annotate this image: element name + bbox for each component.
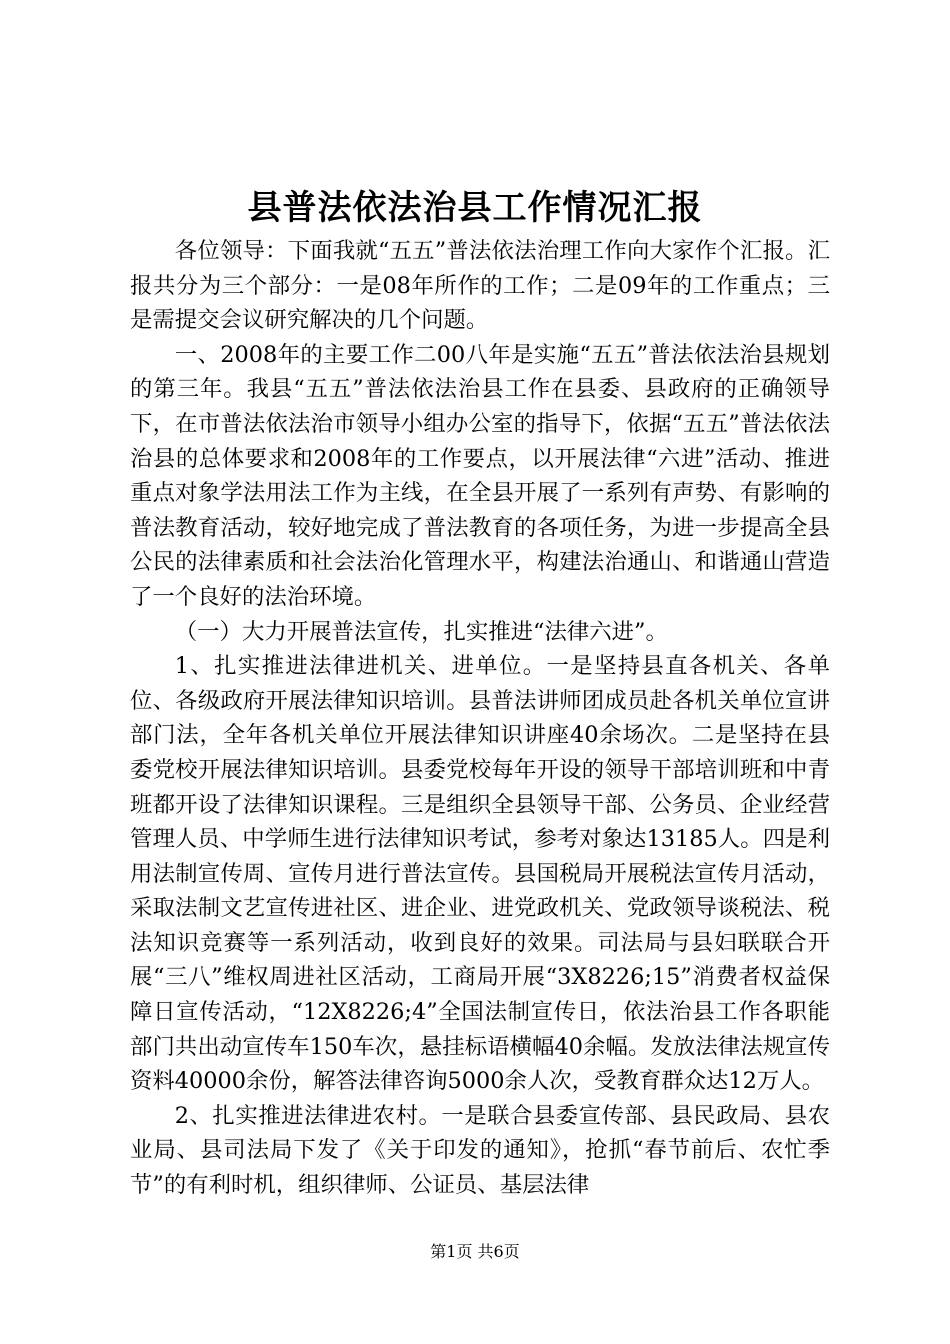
page-number-footer: 第1页 共6页	[430, 1242, 520, 1261]
document-title: 县普法依法治县工作情况汇报	[247, 188, 703, 228]
paragraph-item-2: 2、扎实推进法律进农村。一是联合县委宣传部、县民政局、县农业局、县司法局下发了《关于印发的通知》，抢抓“春节前后、农忙季节”的有利时机，组织律师、公证员、基层法律	[130, 1102, 830, 1199]
paragraph-section-1: 一、2008年的主要工作二00八年是实施“五五”普法依法治县规划的第三年。我县“五五”普法依法治县工作在县委、县政府的正确领导下，在市普法依法治市领导小组办公室的指导下，依据“五五”普法依法治县的总体要求和2008年的工作要点，以开展法律“六进”活动、推进重点对象学法用法工作为主线，在全县开展了一系列有声势、有影响的普法教育活动，较好地完成了普法教育的各项任务，为进一步提高全县公民的法律素质和社会法治化管理水平，构建法治通山、和谐通山营造了一个良好的法治环境。	[130, 341, 830, 610]
paragraph-item-1: 1、扎实推进法律进机关、进单位。一是坚持县直各机关、各单位、各级政府开展法律知识培训。县普法讲师团成员赴各机关单位宣讲部门法，全年各机关单位开展法律知识讲座40余场次。二是坚持在县委党校开展法律知识培训。县委党校每年开设的领导干部培训班和中青班都开设了法律知识课程。三是组织全县领导干部、公务员、企业经营管理人员、中学师生进行法律知识考试，参考对象达13185人。四是利用法制宣传周、宣传月进行普法宣传。县国税局开展税法宣传月活动，采取法制文艺宣传进社区、进企业、进党政机关、党政领导谈税法、税法知识竞赛等一系列活动，收到良好的效果。司法局与县妇联联合开展“三八”维权周进社区活动，工商局开展“3X8226;15”消费者权益保障日宣传活动，“12X8226;4”全国法制宣传日，依法治县工作各职能部门共出动宣传车150车次，悬挂标语横幅40余幅。发放法律法规宣传资料40000余份，解答法律咨询5000余人次，受教育群众达12万人。	[130, 653, 830, 1095]
paragraph-subsection-heading: （一）大力开展普法宣传，扎实推进“法律六进”。	[174, 618, 668, 645]
document-body	[130, 234, 830, 1203]
paragraph-intro: 各位领导：下面我就“五五”普法依法治理工作向大家作个汇报。汇报共分为三个部分：一是08年所作的工作；二是09年的工作重点；三是需提交会议研究解决的几个问题。	[130, 238, 830, 334]
